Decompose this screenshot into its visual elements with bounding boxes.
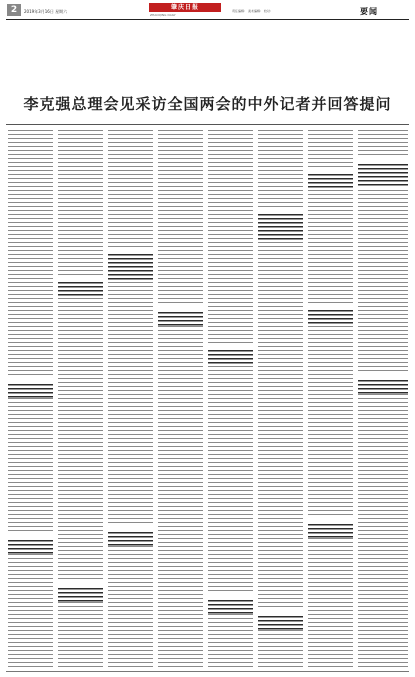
date-line: 2019年3月16日 星期六	[24, 9, 68, 14]
editor-credits: 责任编辑： 美术编辑： 校对：	[232, 9, 273, 13]
section-label: 要闻	[360, 7, 378, 16]
text-column-1	[8, 130, 53, 670]
headline-rule	[6, 124, 409, 125]
text-column-3	[108, 130, 153, 670]
page-number: 2	[7, 4, 21, 16]
article-headline: 李克强总理会见采访全国两会的中外记者并回答提问	[23, 95, 392, 113]
masthead: 肇庆日报	[149, 3, 221, 12]
text-column-7	[308, 130, 353, 670]
text-column-2	[58, 130, 103, 670]
text-column-5	[208, 130, 253, 670]
footer-rule	[6, 671, 409, 672]
text-column-4	[158, 130, 203, 670]
masthead-subline: ZHAOQING DAILY	[150, 13, 176, 17]
header-rule	[6, 19, 409, 20]
text-column-6	[258, 130, 303, 670]
text-column-8	[358, 130, 408, 670]
